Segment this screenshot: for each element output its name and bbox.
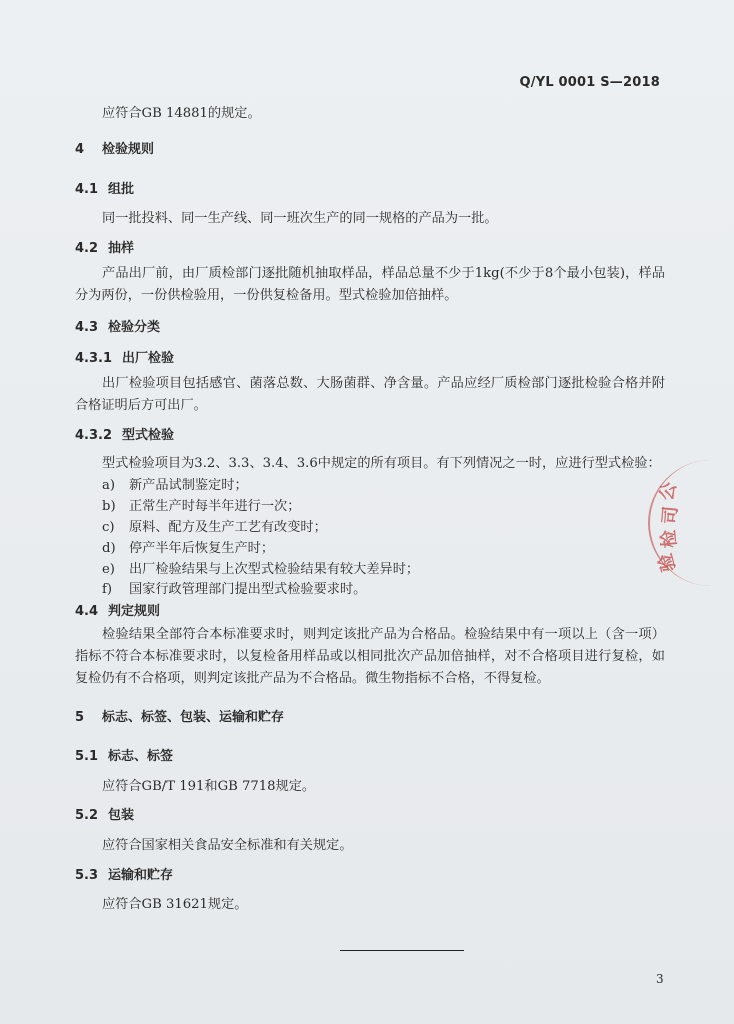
section-number: 4.1 [75, 182, 99, 197]
section-4-4-heading [75, 600, 734, 619]
list-marker: d) [102, 541, 116, 556]
section-title: 检验规则 [102, 142, 155, 157]
section-title: 标志、标签、包装、运输和贮存 [102, 710, 285, 725]
section-4-heading [75, 138, 734, 157]
section-4-3-heading [75, 316, 734, 335]
section-number: 4.3.1 [75, 351, 113, 366]
section-title: 组批 [108, 182, 135, 197]
list-item-text: 新产品试制鉴定时； [129, 478, 248, 493]
section-title: 型式检验 [122, 428, 175, 443]
section-title: 包装 [108, 808, 135, 823]
paragraph-line: 型式检验项目为3.2、3.3、3.4、3.6中规定的所有项目。有下列情况之一时，应进行型式检验： [102, 456, 661, 471]
list-item-text: 正常生产时每半年进行一次； [129, 499, 301, 514]
section-title: 标志、标签 [108, 749, 174, 764]
list-item-text: 原料、配方及生产工艺有改变时； [129, 520, 327, 535]
section-5-2-heading [75, 804, 734, 823]
section-5-3-heading [75, 864, 734, 883]
section-4-2-heading [75, 237, 734, 256]
section-4-1-heading [75, 178, 734, 197]
page-number: 3 [656, 972, 664, 986]
list-marker: a) [102, 478, 116, 493]
section-title: 判定规则 [108, 604, 161, 619]
paragraph-line: 应符合GB/T 191和GB 7718规定。 [102, 779, 316, 794]
list-item [102, 516, 734, 535]
section-title: 抽样 [108, 241, 135, 256]
paragraph-line: 应符合GB 31621规定。 [102, 897, 248, 912]
end-rule [340, 950, 464, 951]
list-marker: c) [102, 520, 115, 535]
section-number: 4.3 [75, 320, 99, 335]
list-marker: b) [102, 499, 116, 514]
list-marker: f) [102, 582, 113, 597]
section-4-3-2-heading [75, 424, 734, 443]
company-seal-stamp: 公 司 检 验 [648, 460, 734, 586]
list-item [102, 578, 734, 597]
section-title: 出厂检验 [122, 351, 175, 366]
section-number: 5.2 [75, 808, 99, 823]
section-4-3-1-heading [75, 347, 734, 366]
paragraph-line: 应符合GB 14881的规定。 [102, 106, 261, 121]
section-number: 4.2 [75, 241, 99, 256]
paragraph: 产品出厂前，由厂质检部门逐批随机抽取样品，样品总量不少于1kg(不少于8个最小包装)，样品分为两份，一份供检验用，一份供复检备用。型式检验加倍抽样。 [75, 266, 665, 303]
list-item-text: 停产半年后恢复生产时； [129, 541, 275, 556]
section-number: 4.3.2 [75, 428, 113, 443]
section-number: 5.1 [75, 749, 99, 764]
section-number: 5.3 [75, 868, 99, 883]
list-marker: e) [102, 562, 115, 577]
list-item-text: 出厂检验结果与上次型式检验结果有较大差异时； [129, 562, 420, 577]
paragraph-line: 同一批投料、同一生产线、同一班次生产的同一规格的产品为一批。 [102, 211, 498, 226]
list-item [102, 558, 734, 577]
section-title: 检验分类 [108, 320, 161, 335]
list-item [102, 537, 734, 556]
section-number: 4.4 [75, 604, 99, 619]
section-number: 5 [75, 710, 85, 725]
list-item-text: 国家行政管理部门提出型式检验要求时。 [129, 582, 367, 597]
paragraph: 检验结果全部符合本标准要求时，则判定该批产品为合格品。检验结果中有一项以上（含一项）指标不符合本标准要求时，以复检备用样品或以相同批次产品加倍抽样，对不合格项目进行复检，如复检仍有不合格项，则判定该批产品为不合格品。微生物指标不合格，不得复检。 [75, 627, 665, 686]
list-item [102, 474, 734, 493]
list-item [102, 495, 734, 514]
section-5-1-heading [75, 745, 734, 764]
section-title: 运输和贮存 [108, 868, 174, 883]
document-code: Q/YL 0001 S—2018 [519, 75, 660, 90]
paragraph-line: 应符合国家相关食品安全标准和有关规定。 [102, 838, 353, 853]
paragraph: 出厂检验项目包括感官、菌落总数、大肠菌群、净含量。产品应经厂质检部门逐批检验合格并附合格证明后方可出厂。 [75, 376, 665, 413]
section-5-heading [75, 706, 734, 725]
section-number: 4 [75, 142, 85, 157]
